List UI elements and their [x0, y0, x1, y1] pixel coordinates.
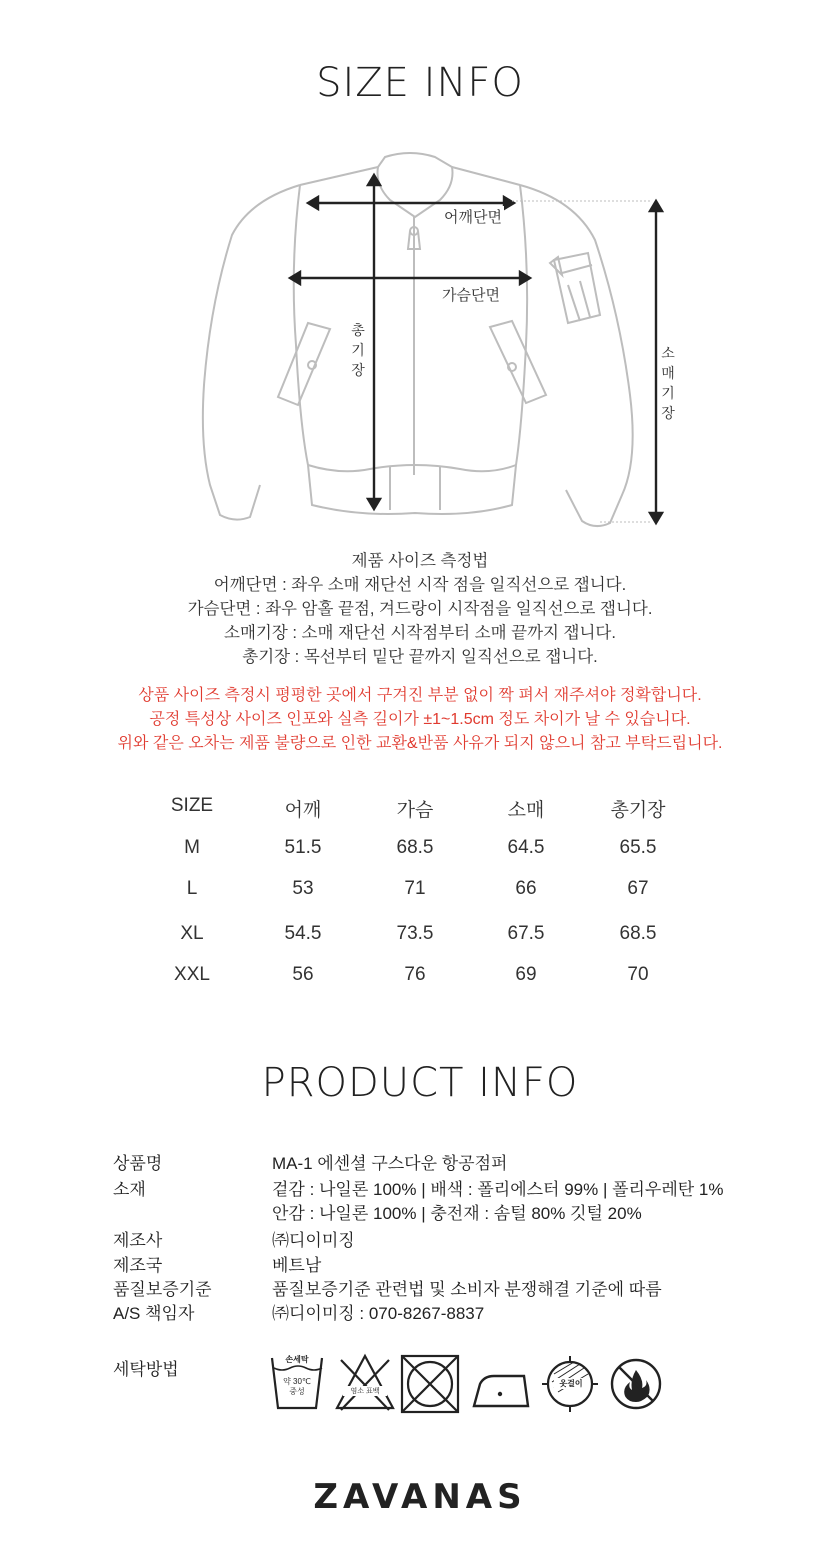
- measurement-line: 소매기장 : 소매 재단선 시작점부터 소매 끝까지 잽니다.: [224, 624, 616, 642]
- table-cell: 69: [515, 964, 537, 985]
- table-cell: 67: [627, 878, 649, 899]
- table-header: 소매: [507, 800, 545, 821]
- measurement-title: 제품 사이즈 측정법: [351, 552, 489, 570]
- table-cell: 71: [404, 878, 426, 899]
- length-label: 총 기 장: [351, 322, 365, 378]
- product-info-title: PRODUCT INFO: [261, 1060, 579, 1106]
- table-header: 가슴: [396, 800, 434, 821]
- measurement-line: 가슴단면 : 좌우 암홀 끝점, 겨드랑이 시작점을 일직선으로 잽니다.: [187, 600, 653, 618]
- product-name-label: 상품명: [113, 1154, 163, 1173]
- table-cell: 68.5: [396, 837, 434, 858]
- table-cell: XL: [180, 923, 204, 944]
- iron-low-icon: [470, 1352, 534, 1416]
- country-value: 베트남: [272, 1256, 322, 1275]
- table-cell: 64.5: [507, 837, 545, 858]
- as-value: ㈜디이미징 : 070-8267-8837: [272, 1304, 485, 1323]
- chest-label: 가슴단면: [440, 284, 502, 305]
- jacket-diagram: [190, 145, 670, 535]
- quality-label: 품질보증기준: [113, 1280, 212, 1299]
- size-info-title: SIZE INFO: [316, 60, 524, 106]
- no-tumble-dry-icon: [398, 1352, 462, 1416]
- no-hang-dry-icon: 옷걸이: [540, 1352, 604, 1416]
- shoulder-label: 어깨단면: [442, 206, 504, 227]
- material-label: 소재: [113, 1180, 146, 1199]
- product-name-value: MA-1 에센셜 구스다운 항공점퍼: [272, 1154, 508, 1173]
- size-table: [0, 795, 840, 995]
- country-label: 제조국: [113, 1256, 163, 1275]
- table-cell: L: [186, 878, 198, 899]
- table-header: SIZE: [170, 795, 214, 816]
- table-cell: 65.5: [619, 837, 657, 858]
- table-cell: 51.5: [284, 837, 322, 858]
- no-fire-icon: [608, 1356, 672, 1420]
- measurement-line: 어깨단면 : 좌우 소매 재단선 시작 점을 일직선으로 잽니다.: [213, 576, 627, 594]
- maker-value: ㈜디이미징: [272, 1231, 355, 1250]
- brand-logo: ZAVANAS: [313, 1477, 527, 1517]
- table-cell: 76: [404, 964, 426, 985]
- table-header: 어깨: [284, 800, 322, 821]
- table-cell: 53: [292, 878, 314, 899]
- table-header: 총기장: [610, 800, 666, 821]
- notice-line: 위와 같은 오차는 제품 불량으로 인한 교환&반품 사유가 되지 않으니 참고 부탁드립니다.: [117, 735, 723, 752]
- table-cell: M: [184, 837, 200, 858]
- quality-value: 품질보증기준 관련법 및 소비자 분쟁해결 기준에 따름: [272, 1280, 662, 1299]
- sleeve-label: 소 매 기 장: [661, 345, 675, 421]
- table-cell: 56: [292, 964, 314, 985]
- no-bleach-icon: 염소 표백: [333, 1352, 397, 1416]
- as-label: A/S 책임자: [113, 1304, 195, 1323]
- measurement-line: 총기장 : 목선부터 밑단 끝까지 일직선으로 잽니다.: [242, 648, 598, 666]
- table-cell: XXL: [174, 964, 210, 985]
- table-cell: 54.5: [284, 923, 322, 944]
- table-cell: 67.5: [507, 923, 545, 944]
- table-cell: 73.5: [396, 923, 434, 944]
- care-label: 세탁방법: [113, 1360, 179, 1379]
- notice-line: 상품 사이즈 측정시 평평한 곳에서 구겨진 부분 없이 짝 펴서 재주셔야 정확합니다.: [138, 687, 702, 704]
- notice-line: 공정 특성상 사이즈 인포와 실측 길이가 ±1~1.5cm 정도 차이가 날 수 있습니다.: [149, 711, 691, 728]
- table-cell: 68.5: [619, 923, 657, 944]
- table-cell: 66: [515, 878, 537, 899]
- hand-wash-icon: 손세탁 약 30℃ 중성: [268, 1352, 332, 1416]
- table-cell: 70: [627, 964, 649, 985]
- maker-label: 제조사: [113, 1231, 163, 1250]
- material-line: 안감 : 나일론 100% | 충전재 : 솜털 80% 깃털 20%: [272, 1204, 642, 1223]
- material-line: 겉감 : 나일론 100% | 배색 : 폴리에스터 99% | 폴리우레탄 1%: [272, 1180, 724, 1199]
